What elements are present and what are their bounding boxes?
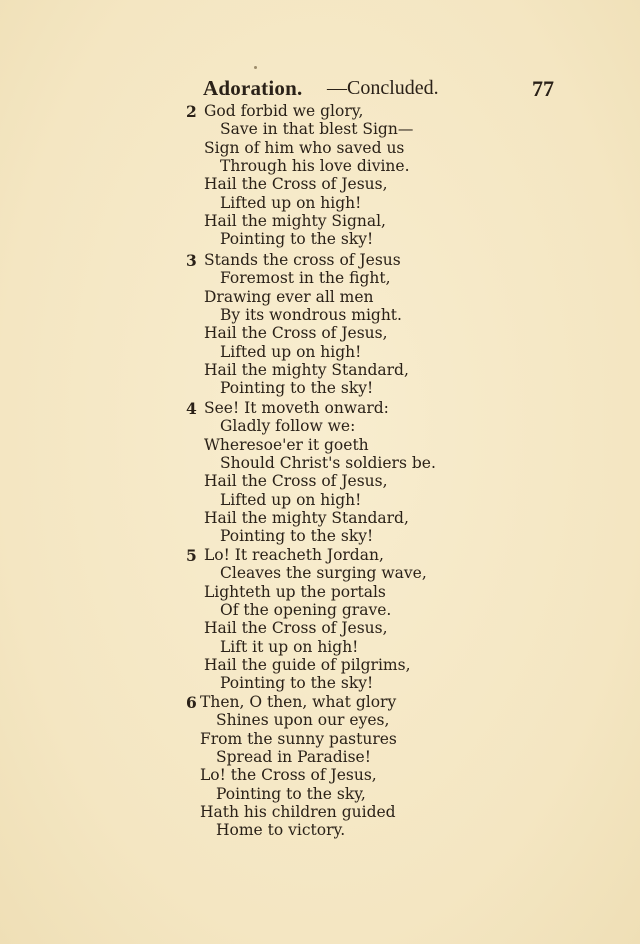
verse-line: Pointing to the sky, bbox=[216, 784, 366, 803]
verse-line: Of the opening grave. bbox=[220, 600, 392, 619]
verse-line: Then, O then, what glory bbox=[200, 693, 397, 711]
verse-line: Lift it up on high! bbox=[220, 637, 359, 656]
verse-line: Save in that blest Sign— bbox=[220, 120, 414, 139]
verse-line: Hail the mighty Signal, bbox=[204, 211, 386, 230]
verse-line: Hail the Cross of Jesus, bbox=[204, 472, 388, 491]
section-title: Adoration. bbox=[203, 76, 303, 100]
verse-line: Hail the guide of pilgrims, bbox=[204, 655, 411, 674]
verse-3 bbox=[186, 251, 466, 397]
verse-line: Sign of him who saved us bbox=[204, 138, 405, 157]
verse-line: By its wondrous might. bbox=[220, 305, 402, 324]
verse-5 bbox=[186, 546, 466, 692]
verse-line: Lifted up on high! bbox=[220, 193, 362, 212]
verse-line: See! It moveth onward: bbox=[204, 399, 389, 417]
verse-number: 5 bbox=[186, 546, 197, 565]
ink-speck bbox=[254, 66, 257, 69]
verse-line: Pointing to the sky! bbox=[220, 527, 374, 546]
verse-line: Lifted up on high! bbox=[220, 490, 362, 509]
verse-6 bbox=[186, 693, 466, 839]
verse-line: God forbid we glory, bbox=[204, 102, 364, 120]
verse-line: Lifted up on high! bbox=[220, 342, 362, 361]
verse-line: From the sunny pastures bbox=[200, 729, 397, 748]
verse-number: 4 bbox=[186, 399, 197, 418]
section-subtitle: —Concluded. bbox=[327, 77, 439, 99]
verse-line: Pointing to the sky! bbox=[220, 230, 374, 249]
page-number: 77 bbox=[532, 76, 554, 101]
verse-line: Lo! the Cross of Jesus, bbox=[200, 766, 377, 785]
verse-number: 3 bbox=[186, 251, 197, 270]
verse-line: Foremost in the fight, bbox=[220, 269, 391, 288]
verse-line: Drawing ever all men bbox=[204, 287, 374, 306]
verse-line: Hail the Cross of Jesus, bbox=[204, 324, 388, 343]
verse-line: Lighteth up the portals bbox=[204, 582, 386, 601]
verse-line: Pointing to the sky! bbox=[220, 674, 374, 693]
verse-line: Cleaves the surging wave, bbox=[220, 564, 427, 583]
running-header bbox=[203, 76, 554, 102]
verse-line: Home to victory. bbox=[216, 821, 346, 840]
verse-line: Hail the mighty Standard, bbox=[204, 360, 409, 379]
verse-line: Lo! It reacheth Jordan, bbox=[204, 546, 384, 564]
verse-line: Hail the Cross of Jesus, bbox=[204, 619, 388, 638]
verse-line: Hath his children guided bbox=[200, 802, 396, 821]
verse-line: Shines upon our eyes, bbox=[216, 711, 390, 730]
verse-line: Pointing to the sky! bbox=[220, 379, 374, 398]
verse-number: 6 bbox=[186, 693, 197, 712]
verse-number: 2 bbox=[186, 102, 197, 121]
verse-line: Hail the Cross of Jesus, bbox=[204, 175, 388, 194]
verse-line: Gladly follow we: bbox=[220, 417, 356, 436]
verse-line: Hail the mighty Standard, bbox=[204, 508, 409, 527]
verse-line: Wheresoe'er it goeth bbox=[204, 435, 369, 454]
verse-4 bbox=[186, 399, 466, 545]
verse-line: Should Christ's soldiers be. bbox=[220, 453, 436, 472]
verse-line: Stands the cross of Jesus bbox=[204, 251, 401, 269]
verse-line: Through his love divine. bbox=[220, 156, 410, 175]
verse-line: Spread in Paradise! bbox=[216, 747, 371, 766]
verse-2 bbox=[186, 102, 466, 248]
